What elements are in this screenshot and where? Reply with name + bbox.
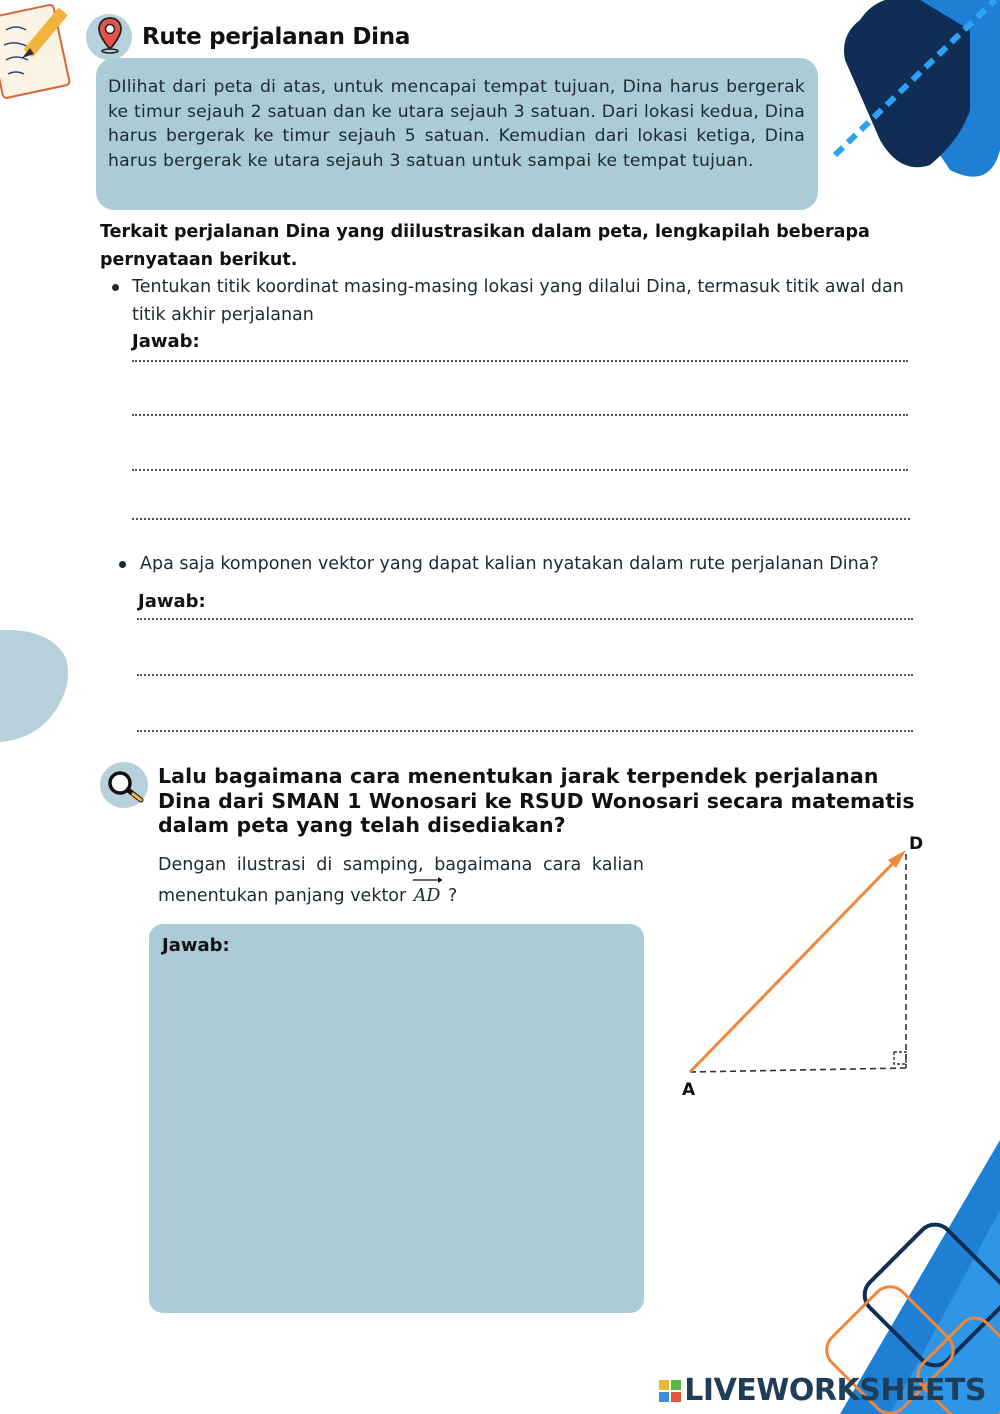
section-title-route: Rute perjalanan Dina bbox=[142, 24, 411, 50]
vector-ad-line bbox=[690, 856, 900, 1072]
liveworksheets-logo bbox=[659, 1373, 986, 1408]
answer-line[interactable] bbox=[137, 674, 913, 676]
vector-diagram bbox=[670, 830, 930, 1110]
decoration-bottom-right bbox=[780, 1130, 1000, 1414]
decoration-left-blob bbox=[0, 628, 72, 744]
answer-line[interactable] bbox=[132, 469, 908, 471]
question-1-text: Tentukan titik koordinat masing-masing lokasi yang dilalui Dina, termasuk titik awal dan titik akhir perjalanan bbox=[132, 277, 904, 325]
intro-paragraph: DIlihat dari peta di atas, untuk mencapai tempat tujuan, Dina harus bergerak ke timur sejauh 2 satuan dan ke utara sejauh 3 satuan. Dari lokasi kedua, Dina harus bergerak ke timur sejauh 5 satuan. Kemudian dari lokasi ketiga, Dina harus bergerak ke utara sejauh 3 satuan untuk sampai ke tempat tujuan. bbox=[108, 77, 805, 171]
logo-grid-icon bbox=[659, 1375, 681, 1397]
answer-box-label: Jawab: bbox=[162, 935, 230, 956]
section-title-shortest-distance: Lalu bagaimana cara menentukan jarak terpendek perjalanan Dina dari SMAN 1 Wonosari ke RSUD Wonosari secara matematis dalam peta yang telah disediakan? bbox=[158, 764, 915, 837]
answer-line[interactable] bbox=[132, 360, 908, 362]
vector-ad-label: AD bbox=[413, 886, 441, 906]
logo-text: LIVEWORKSHEETS bbox=[684, 1373, 986, 1408]
dashed-horizontal-leg bbox=[690, 1068, 906, 1072]
bullet-dot bbox=[112, 284, 119, 291]
question-2-text: Apa saja komponen vektor yang dapat kalian nyatakan dalam rute perjalanan Dina? bbox=[140, 554, 879, 574]
answer-line[interactable] bbox=[137, 618, 913, 620]
answer-line[interactable] bbox=[132, 414, 908, 416]
location-pin-icon bbox=[97, 16, 123, 54]
answer-box[interactable] bbox=[149, 924, 644, 1313]
question-2-answer-label: Jawab: bbox=[138, 591, 206, 612]
point-a-label: A bbox=[682, 1080, 696, 1100]
notebook-pencil-icon bbox=[0, 0, 90, 100]
bullet-dot bbox=[119, 561, 126, 568]
answer-line[interactable] bbox=[137, 730, 913, 732]
vector-prompt-text: Dengan ilustrasi di samping, bagaimana cara kalian menentukan panjang vektor bbox=[158, 855, 644, 906]
answer-line[interactable] bbox=[132, 518, 910, 520]
magnifier-icon bbox=[105, 768, 147, 804]
question-1-answer-label: Jawab: bbox=[132, 331, 200, 352]
vector-prompt bbox=[158, 850, 644, 912]
vector-prompt-suffix: ? bbox=[448, 886, 458, 906]
instruction-statement: Terkait perjalanan Dina yang diilustrasikan dalam peta, lengkapilah beberapa pernyataan berikut. bbox=[100, 222, 870, 270]
vector-ad-symbol bbox=[412, 881, 443, 912]
point-d-label: D bbox=[909, 834, 924, 854]
right-angle-marker bbox=[894, 1052, 906, 1064]
vector-arrow-icon bbox=[412, 877, 443, 883]
decoration-top-right bbox=[820, 0, 1000, 200]
